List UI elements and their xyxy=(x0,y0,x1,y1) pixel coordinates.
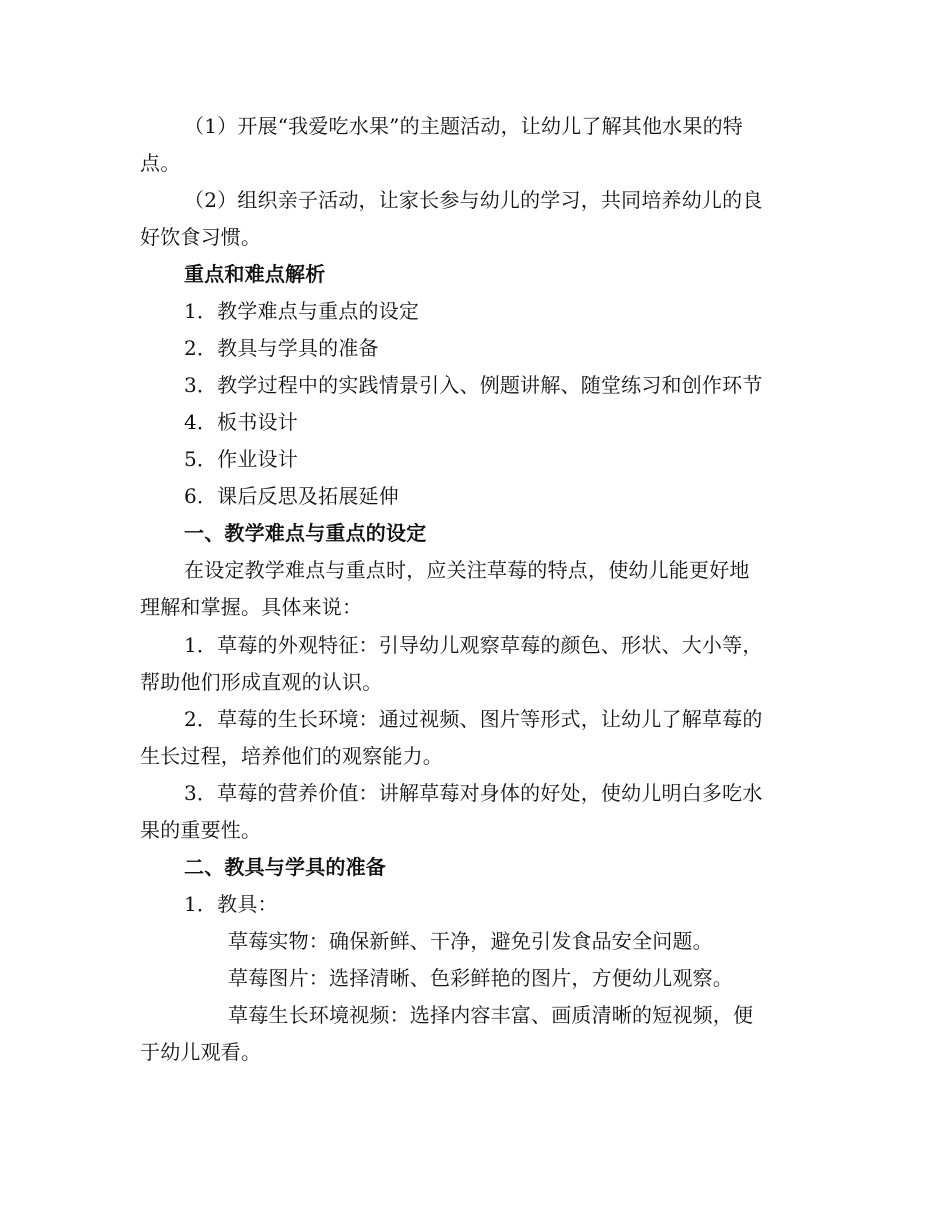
section1-para-line1: 在设定教学难点与重点时，应关注草莓的特点，使幼儿能更好地 xyxy=(184,558,750,582)
intro-item1-line2: 点。 xyxy=(140,151,181,175)
section2-sub3-line2: 于幼儿观看。 xyxy=(140,1040,262,1064)
section2-sub3-line1: 草莓生长环境视频：选择内容丰富、画质清晰的短视频，便 xyxy=(228,1003,754,1027)
analysis-item-1: 1．教学难点与重点的设定 xyxy=(184,299,420,323)
section2-sub1: 草莓实物：确保新鲜、干净，避免引发食品安全问题。 xyxy=(228,929,713,953)
section1-heading: 一、教学难点与重点的设定 xyxy=(184,521,427,545)
section1-point3-line2: 果的重要性。 xyxy=(140,818,262,842)
section1-point1-line2: 帮助他们形成直观的认识。 xyxy=(140,670,383,694)
intro-item2-line2: 好饮食习惯。 xyxy=(140,225,262,249)
intro-item2-line1: （2）组织亲子活动，让家长参与幼儿的学习，共同培养幼儿的良 xyxy=(184,188,763,212)
section1-para-line2: 理解和掌握。具体来说： xyxy=(140,595,363,619)
section1-point2-line1: 2．草莓的生长环境：通过视频、图片等形式，让幼儿了解草莓的 xyxy=(184,707,763,731)
section1-point2-line2: 生长过程，培养他们的观察能力。 xyxy=(140,744,443,768)
section1-point3-line1: 3．草莓的营养价值：讲解草莓对身体的好处，使幼儿明白多吃水 xyxy=(184,781,763,805)
section2-item1: 1．教具： xyxy=(184,892,278,916)
analysis-item-5: 5．作业设计 xyxy=(184,447,298,471)
intro-item1-line1: （1）开展“我爱吃水果”的主题活动，让幼儿了解其他水果的特 xyxy=(184,114,743,138)
analysis-heading: 重点和难点解析 xyxy=(184,262,326,286)
analysis-item-3: 3．教学过程中的实践情景引入、例题讲解、随堂练习和创作环节 xyxy=(184,373,763,397)
section1-point1-line1: 1．草莓的外观特征：引导幼儿观察草莓的颜色、形状、大小等， xyxy=(184,633,763,657)
analysis-item-4: 4．板书设计 xyxy=(184,410,298,434)
section2-sub2: 草莓图片：选择清晰、色彩鲜艳的图片，方便幼儿观察。 xyxy=(228,966,733,990)
analysis-item-6: 6．课后反思及拓展延伸 xyxy=(184,484,399,508)
section2-heading: 二、教具与学具的准备 xyxy=(184,855,386,879)
analysis-item-2: 2．教具与学具的准备 xyxy=(184,336,379,360)
